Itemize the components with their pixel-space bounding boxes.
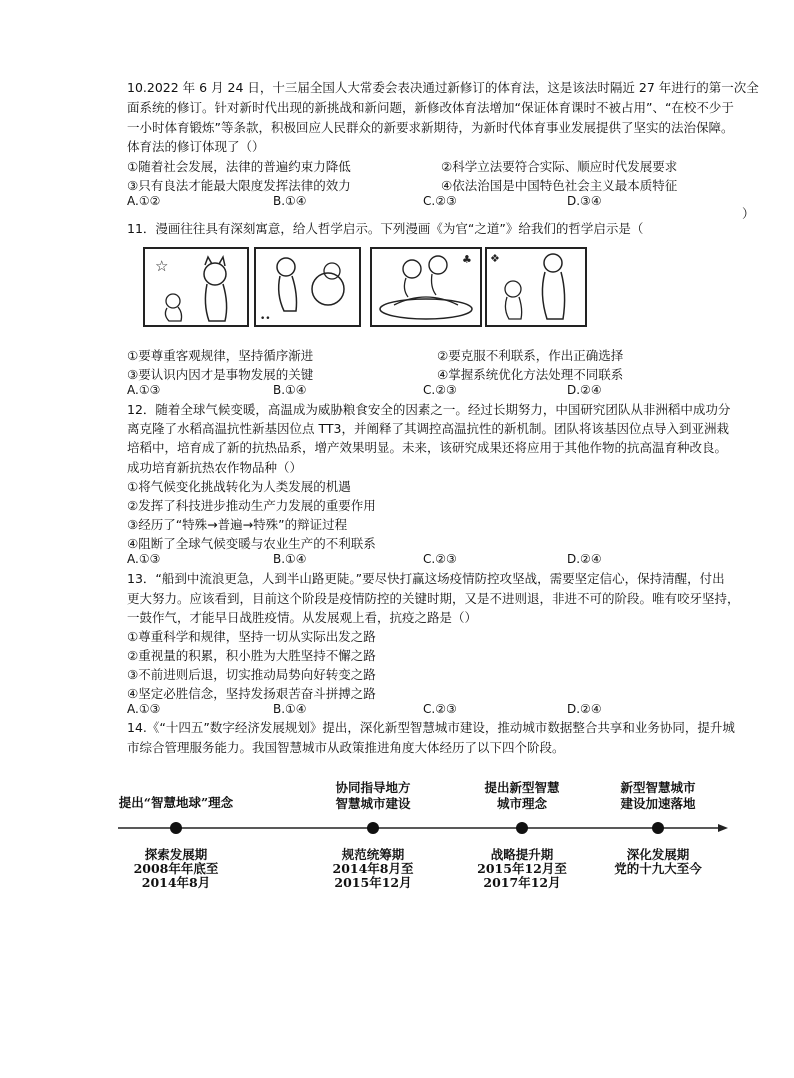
q10-stem-line-1: 10.2022 年 6 月 24 日，十三届全国人大常委会表决通过新修订的体育法，这是该法时隔近 27 年进行的第一次全 (127, 80, 759, 95)
q12-item-4: ④阻断了全球气候变暖与农业生产的不利联系 (127, 536, 376, 551)
stage-2-name: 规范统筹期 (341, 847, 405, 862)
stage-1-period-start: 2008年年底至 (133, 861, 219, 876)
q12-choice-a: A.①③ (127, 552, 161, 566)
q13-choice-d: D.②④ (567, 702, 602, 716)
q13-item-4: ④坚定必胜信念，坚持发扬艰苦奋斗拼搏之路 (127, 686, 376, 701)
q11-item-1: ①要尊重客观规律，坚持循序渐进 (127, 348, 314, 363)
stage-2-event-line-1: 协同指导地方 (335, 780, 411, 795)
q11-choice-c: C.②③ (423, 383, 457, 397)
q10-item-3: ③只有良法才能最大限度发挥法律的效力 (127, 178, 351, 193)
stage-1-name: 探索发展期 (144, 847, 208, 862)
q10-item-4: ④依法治国是中国特色社会主义最本质特征 (441, 178, 678, 193)
q10-choice-a: A.①② (127, 194, 161, 208)
q13-choice-b: B.①④ (273, 702, 307, 716)
q12-item-1: ①将气候变化挑战转化为人类发展的机遇 (127, 479, 351, 494)
q11-choice-b: B.①④ (273, 383, 307, 397)
q12-stem-line-3: 培稻中，培育成了新的抗热品系，增产效果明显。未来，该研究成果还将应用于其他作物的抗高温育种改良。 (127, 440, 728, 455)
timeline-dot-2 (367, 822, 379, 834)
q11-item-3: ③要认识内因才是事物发展的关键 (127, 367, 314, 382)
q12-stem-line-2: 离克隆了水稻高温抗性新基因位点 TT3，并阐释了其调控高温抗性的新机制。团队将该基因位点导入到亚洲栽 (127, 421, 729, 436)
q11-stray-paren: ） (742, 206, 755, 221)
q12-choice-b: B.①④ (273, 552, 307, 566)
stage-3-event-line-1: 提出新型智慧 (484, 780, 560, 795)
timeline-dot-1 (170, 822, 182, 834)
q13-stem-line-2: 更大努力。应该看到，目前这个阶段是疫情防控的关键时期，又是不进则退，非进不可的阶段。唯有咬牙坚持， (127, 591, 740, 606)
q11-item-2: ②要克服不利联系，作出正确选择 (437, 348, 624, 363)
dots-mark: •• (260, 314, 271, 324)
q10-stem-line-3: 一小时体育锻炼”等条款，积极回应人民群众的新要求新期待，为新时代体育事业发展提供了坚实的法治保障。 (127, 120, 734, 135)
q13-choice-c: C.②③ (423, 702, 457, 716)
q13-choice-a: A.①③ (127, 702, 161, 716)
q11-stem: 11．漫画往往具有深刻寓意，给人哲学启示。下列漫画《为官“之道”》给我们的哲学启示是（ (127, 221, 644, 236)
stage-2-period-start: 2014年8月至 (332, 861, 414, 876)
q10-choice-c: C.②③ (423, 194, 457, 208)
q14-stem-line-2: 市综合管理服务能力。我国智慧城市从政策推进角度大体经历了以下四个阶段。 (127, 740, 565, 755)
stage-4-event-line-1: 新型智慧城市 (620, 780, 696, 795)
stage-1-period-end: 2014年8月 (141, 875, 211, 890)
q11-item-4: ④掌握系统优化方法处理不同联系 (437, 367, 624, 382)
stage-3-event-line-2: 城市理念 (496, 796, 547, 811)
q10-stem-line-2: 面系统的修订。针对新时代出现的新挑战和新问题，新修改体育法增加“保证体育课时不被占用”、“在校不少于 (127, 100, 734, 115)
q13-stem-line-1: 13．“船到中流浪更急，人到半山路更陡。”要尽快打赢这场疫情防控攻坚战，需要坚定信心，保持清醒，付出 (127, 571, 725, 586)
stage-1-event: 提出“智慧地球”理念 (118, 795, 234, 810)
timeline-dot-4 (652, 822, 664, 834)
q10-item-2: ②科学立法要符合实际、顺应时代发展要求 (441, 159, 678, 174)
stage-2-period-end: 2015年12月 (334, 875, 412, 890)
q13-item-3: ③不前进则后退，切实推动局势向好转变之路 (127, 667, 376, 682)
club-mark: ♣ (462, 253, 472, 266)
q13-stem-line-3: 一鼓作气，才能早日战胜疫情。从发展观上看，抗疫之路是（） (127, 610, 478, 625)
q10-item-1: ①随着社会发展，法律的普遍约束力降低 (127, 159, 351, 174)
q12-item-3: ③经历了“特殊→普遍→特殊”的辩证过程 (127, 517, 348, 532)
q13-item-1: ①尊重科学和规律，坚持一切从实际出发之路 (127, 629, 376, 644)
diamond-mark: ❖ (490, 252, 500, 265)
timeline-dot-3 (516, 822, 528, 834)
q13-item-2: ②重视量的积累，积小胜为大胜坚持不懈之路 (127, 648, 376, 663)
q10-choice-b: B.①④ (273, 194, 307, 208)
q10-stem-line-4: 体育法的修订体现了（） (127, 139, 265, 154)
q14-stem-line-1: 14.《“十四五”数字经济发展规划》提出，深化新型智慧城市建设，推动城市数据整合共享和业务协同，提升城 (127, 720, 735, 735)
stage-4-name: 深化发展期 (626, 847, 690, 862)
q12-choice-d: D.②④ (567, 552, 602, 566)
q12-choice-c: C.②③ (423, 552, 457, 566)
stage-3-name: 战略提升期 (490, 847, 554, 862)
stage-2-event-line-2: 智慧城市建设 (335, 796, 411, 811)
stage-4-period: 党的十九大至今 (614, 861, 702, 876)
q10-choice-d: D.③④ (567, 194, 602, 208)
q12-item-2: ②发挥了科技进步推动生产力发展的重要作用 (127, 498, 376, 513)
stage-3-period-end: 2017年12月 (483, 875, 561, 890)
q12-stem-line-4: 成功培育新抗热农作物品种（） (127, 460, 303, 475)
stage-4-event-line-2: 建设加速落地 (620, 796, 696, 811)
q12-stem-line-1: 12．随着全球气候变暖，高温成为威胁粮食安全的因素之一。经过长期努力，中国研究团队从非洲稻中成功分 (127, 402, 731, 417)
star-mark: ☆ (155, 257, 169, 275)
q11-choice-a: A.①③ (127, 383, 161, 397)
q11-choice-d: D.②④ (567, 383, 602, 397)
stage-3-period-start: 2015年12月至 (477, 861, 567, 876)
